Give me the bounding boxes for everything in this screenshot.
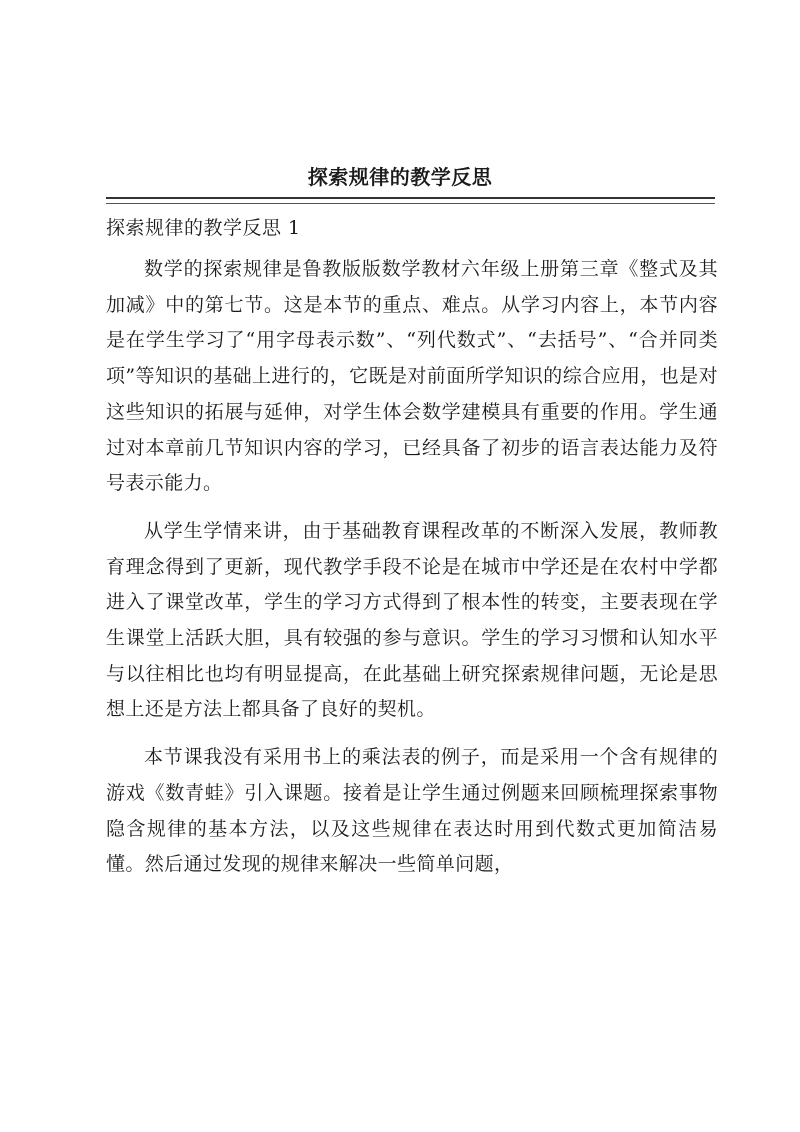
paragraph: 本节课我没有采用书上的乘法表的例子，而是采用一个含有规律的游戏《数青蛙》引入课题。接着是让学生通过例题来回顾梳理探索事物隐含规律的基本方法，以及这些规律在表达时用到代数式更加简洁易懂。然后通过发现的规律来解决一些简单问题， [106,746,718,876]
section-heading: 探索规律的教学反思 1 [106,217,301,239]
paragraph: 数学的探索规律是鲁教版版数学教材六年级上册第三章《整式及其加减》中的第七节。这是本节的重点、难点。从学习内容上，本节内容是在学生学习了“用字母表示数”、“列代数式”、“去括号”、“合并同类项”等知识的基础上进行的，它既是对前面所学知识的综合应用，也是对这些知识的拓展与延伸，对学生体会数学建模具有重要的作用。学生通过对本章前几节知识内容的学习，已经具备了初步的语言表达能力及符号表示能力。 [106,258,718,495]
body-text [106,252,718,895]
title-divider-thin [106,203,715,204]
paragraph: 从学生学情来讲，由于基础教育课程改革的不断深入发展，教师教育理念得到了更新，现代教学手段不论是在城市中学还是在农村中学都进入了课堂改革，学生的学习方式得到了根本性的转变，主要表现在学生课堂上活跃大胆，具有较强的参与意识。学生的学习习惯和认知水平与以往相比也均有明显提高，在此基础上研究探索规律问题，无论是思想上还是方法上都具备了良好的契机。 [106,519,718,721]
title-divider-thick [106,197,715,199]
document-title: 探索规律的教学反思 [307,165,493,189]
